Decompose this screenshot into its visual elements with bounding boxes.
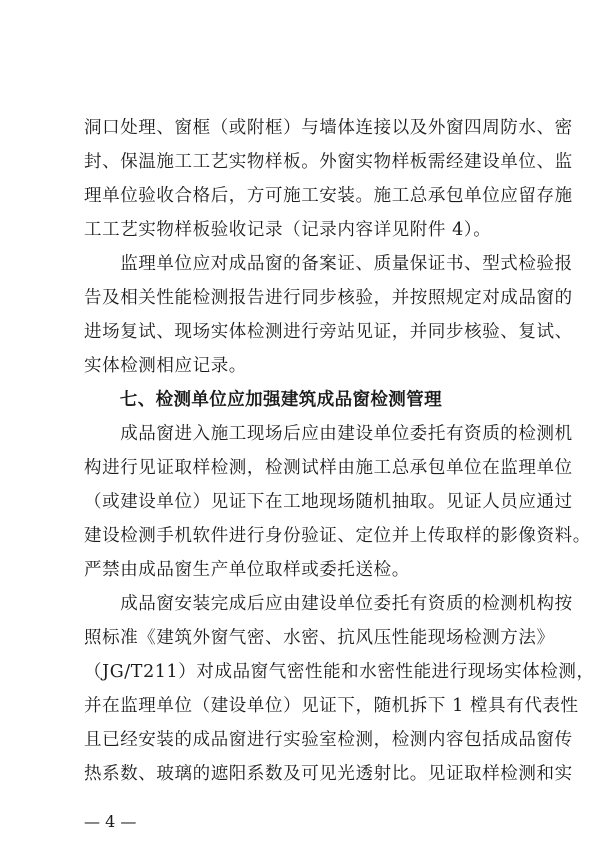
paragraph-4-line-1: 成品窗安装完成后应由建设单位委托有资质的检测机构按: [84, 594, 573, 614]
paragraph-4-line-3: （JG/T211）对成品窗气密性能和水密性能进行现场实体检测，: [84, 662, 595, 682]
paragraph-2-line-2: 告及相关性能检测报告进行同步核验，并按照规定对成品窗的: [84, 288, 573, 308]
paragraph-3-line-3: （或建设单位）见证下在工地现场随机抽取。见证人员应通过: [84, 492, 573, 512]
paragraph-3-line-5: 严禁由成品窗生产单位取样或委托送检。: [84, 560, 410, 580]
section-heading-7: 七、检测单位应加强建筑成品窗检测管理: [84, 390, 442, 410]
paragraph-1-line-2: 封、保温施工工艺实物样板。外窗实物样板需经建设单位、监: [84, 152, 573, 172]
paragraph-3-line-2: 构进行见证取样检测，检测试样由施工总承包单位在监理单位: [84, 458, 573, 478]
paragraph-4-line-6: 热系数、玻璃的遮阳系数及可见光透射比。见证取样检测和实: [84, 764, 573, 784]
paragraph-1-line-1: 洞口处理、窗框（或附框）与墙体连接以及外窗四周防水、密: [84, 118, 573, 138]
paragraph-4-line-4: 并在监理单位（建设单位）见证下，随机拆下 1 樘具有代表性: [84, 696, 579, 716]
paragraph-3-line-1: 成品窗进入施工现场后应由建设单位委托有资质的检测机: [84, 424, 573, 444]
paragraph-3-line-4: 建设检测手机软件进行身份验证、定位并上传取样的影像资料。: [84, 526, 591, 546]
paragraph-4-line-2: 照标准《建筑外窗气密、水密、抗风压性能现场检测方法》: [84, 628, 555, 648]
paragraph-2-line-3: 进场复试、现场实体检测进行旁站见证，并同步核验、复试、: [84, 322, 573, 342]
page-number: — 4 —: [84, 812, 137, 831]
paragraph-1-line-3: 理单位验收合格后，方可施工安装。施工总承包单位应留存施: [84, 186, 573, 206]
paragraph-2-line-4: 实体检测相应记录。: [84, 356, 247, 376]
paragraph-1-line-4: 工工艺实物样板验收记录（记录内容详见附件 4）。: [84, 220, 492, 240]
paragraph-2-line-1: 监理单位应对成品窗的备案证、质量保证书、型式检验报: [84, 254, 573, 274]
paragraph-4-line-5: 且已经安装的成品窗进行实验室检测，检测内容包括成品窗传: [84, 730, 573, 750]
